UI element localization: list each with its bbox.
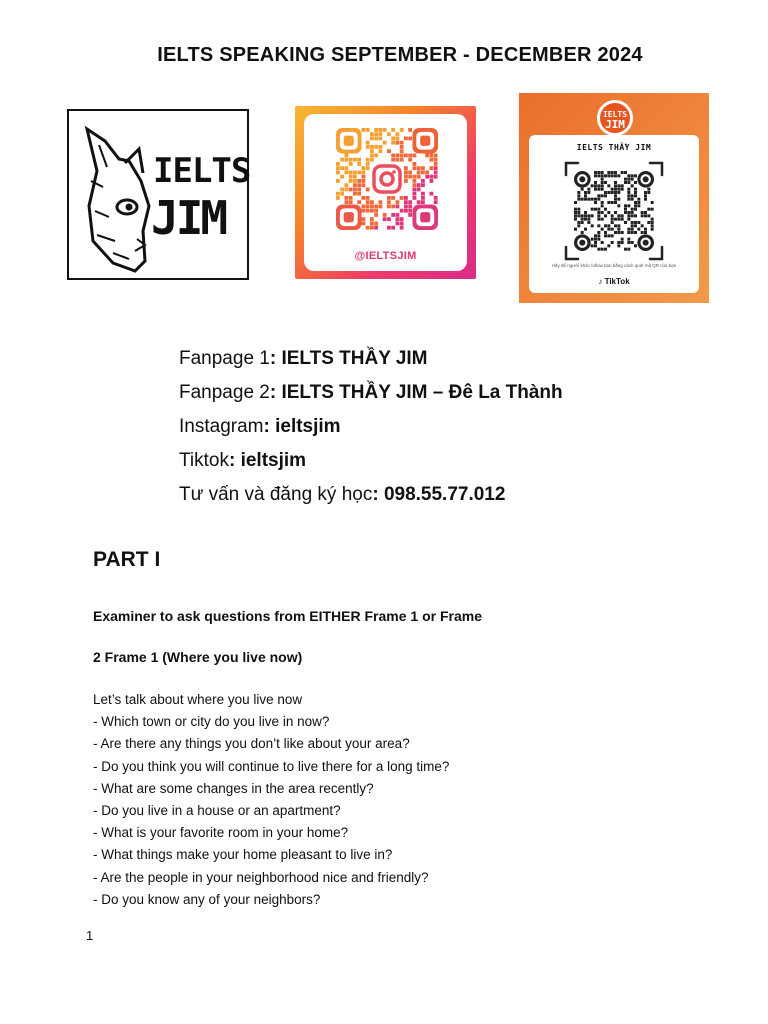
contact-sep: : <box>263 416 276 437</box>
contact-value: ieltsjim <box>240 450 307 471</box>
contact-label: Fanpage 2 <box>179 382 270 403</box>
list-item: Let’s talk about where you live now <box>93 692 303 707</box>
contact-value: IELTS THẦY JIM <box>281 348 428 369</box>
contact-value: 098.55.77.012 <box>383 484 506 505</box>
contact-label: Instagram <box>179 416 264 437</box>
list-item: - Do you know any of your neighbors? <box>93 891 321 907</box>
tiktok-qr-card <box>519 93 709 303</box>
contact-sep: : <box>269 348 282 369</box>
contact-label: Fanpage 1 <box>179 348 270 369</box>
contact-sep: : <box>228 450 241 471</box>
avatar-text-ielts: IELTS <box>602 110 628 119</box>
list-item: - Which town or city do you live in now? <box>93 714 330 730</box>
contact-label: Tư vấn và đăng ký học <box>179 484 373 505</box>
list-item: - What is your favorite room in your home? <box>93 825 349 841</box>
list-item: - Are there any things you don’t like about your area? <box>93 736 410 752</box>
tiktok-brand-label: TikTok <box>604 277 630 286</box>
list-item: - Are the people in your neighborhood nice and friendly? <box>93 869 429 885</box>
contact-list <box>179 342 563 512</box>
document-title: IELTS SPEAKING SEPTEMBER - DECEMBER 2024 <box>157 44 643 66</box>
instagram-qr-code <box>304 114 467 271</box>
list-item: - What things make your home pleasant to live in? <box>93 847 393 863</box>
instruction-line-1: Examiner to ask questions from EITHER Frame 1 or Frame <box>93 608 483 624</box>
contact-value: IELTS THẦY JIM – Đê La Thành <box>281 382 563 403</box>
part-heading: PART I <box>93 548 161 571</box>
instagram-qr-card <box>295 106 476 279</box>
contact-value: ieltsjim <box>275 416 341 437</box>
ielts-jim-logo <box>67 109 249 280</box>
tiktok-profile-name: IELTS THẦY JIM <box>576 143 652 152</box>
logo-text-jim: JIM <box>151 191 226 245</box>
question-list <box>93 689 449 911</box>
list-item: - Do you live in a house or an apartment? <box>93 803 341 819</box>
instagram-handle: @IELTSJIM <box>354 250 417 262</box>
tiktok-qr-code <box>519 93 709 303</box>
contact-fanpage-1 <box>179 342 563 376</box>
logo-text-ielts: IELTS <box>153 151 251 191</box>
contact-sep: : <box>372 484 384 505</box>
avatar-text-jim: JIM <box>605 118 625 131</box>
contact-phone <box>179 478 563 512</box>
tiktok-caption: Hãy để người khác follow bạn bằng cách quét mã QR của bạn <box>551 263 677 268</box>
tiktok-icon: ♪ <box>598 277 603 286</box>
contact-sep: : <box>269 382 282 403</box>
contact-instagram <box>179 410 563 444</box>
list-item: - What are some changes in the area recently? <box>93 780 374 796</box>
contact-tiktok <box>179 444 563 478</box>
contact-fanpage-2 <box>179 376 563 410</box>
contact-label: Tiktok <box>179 450 229 471</box>
page-number: 1 <box>86 928 94 943</box>
instruction-line-2: 2 Frame 1 (Where you live now) <box>93 649 303 665</box>
instagram-icon <box>371 163 403 195</box>
list-item: - Do you think you will continue to live there for a long time? <box>93 758 450 774</box>
tiktok-brand <box>519 277 709 286</box>
